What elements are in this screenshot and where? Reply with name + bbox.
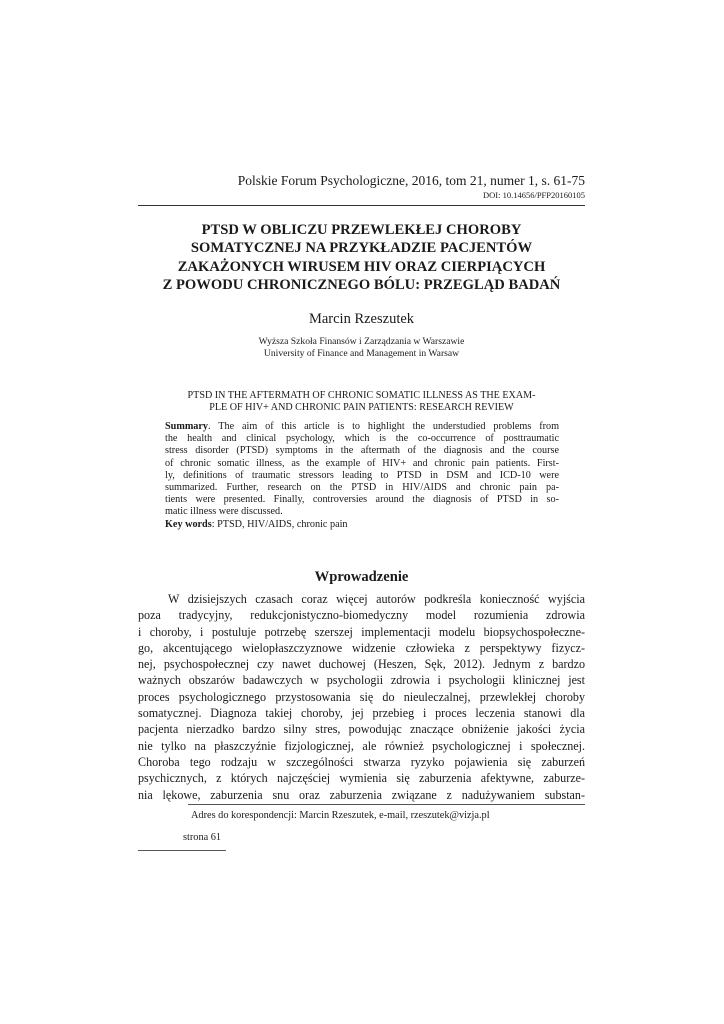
body-text — [138, 591, 585, 803]
abstract-line: matic illness were discussed. — [165, 506, 283, 518]
keywords: : PTSD, HIV/AIDS, chronic pain — [211, 518, 348, 530]
abstract-line: the health and clinical psychology, which is the co-occurrence of posttraumatic — [165, 433, 559, 445]
author-name: Marcin Rzeszutek — [308, 311, 415, 327]
body-line: somatycznej. Diagnoza takiej choroby, jej przebieg i proces leczenia stanowi dla — [138, 706, 585, 721]
english-title-line: PLE OF HIV+ AND CHRONIC PAIN PATIENTS: RESEARCH REVIEW — [209, 402, 514, 414]
abstract-line: ly, definitions of traumatic stressors leading to PTSD in DSM and ICD-10 were — [165, 469, 559, 481]
english-title-line: PTSD IN THE AFTERMATH OF CHRONIC SOMATIC ILLNESS AS THE EXAM- — [187, 390, 536, 401]
paper-page — [138, 0, 585, 1024]
abstract-line: summarized. Further, research on the PTSD in HIV/AIDS and chronic pain pa- — [165, 481, 559, 493]
abstract-first-line: . The aim of this article is to highlight the understudied problems from — [208, 421, 559, 432]
abstract — [165, 421, 559, 531]
body-line: Choroba tego rodzaju w szczególności stwarza ryzyko pojawienia się zaburzeń — [138, 754, 585, 769]
abstract-line: stress disorder (PTSD) symptoms in the aftermath of the diagnosis and the course — [165, 445, 559, 457]
title-line: ZAKAŻONYCH WIRUSEM HIV ORAZ CIERPIĄCYCH — [177, 258, 546, 275]
title-line: SOMATYCZNEJ NA PRZYKŁADZIE PACJENTÓW — [190, 240, 533, 257]
title-line: Z POWODU CHRONICZNEGO BÓLU: PRZEGLĄD BADAŃ — [162, 276, 561, 293]
title-line: PTSD W OBLICZU PRZEWLEKŁEJ CHOROBY — [201, 222, 522, 238]
header-rule — [138, 205, 585, 206]
body-line: proces psychologicznego przystosowania się do nieuleczalnej, przewlekłej choroby — [138, 689, 585, 704]
page-number-rule — [138, 850, 226, 851]
abstract-line: of chronic somatic illness, as the example of HIV+ and chronic pain patients. First- — [165, 457, 559, 469]
affiliation-line: University of Finance and Management in Warsaw — [263, 348, 460, 359]
doi: DOI: 10.14656/PFP20160105 — [482, 190, 585, 200]
body-line: nia lękowe, zaburzenia snu oraz zaburzenia związane z nadużywaniem substan- — [138, 787, 585, 802]
summary-label: Summary — [165, 421, 209, 432]
body-line: nie tylko na płaszczyźnie fizjologicznej, ale również psychologicznej i społecznej. — [138, 738, 585, 753]
keywords-line — [165, 519, 559, 531]
body-line: nej, psychospołecznej czy nawet duchowej (Heszen, Sęk, 2012). Jednym z bardzo — [138, 657, 585, 672]
body-line: ważnych obszarów badawczych w psychologii zdrowia i psychologii klinicznej jest — [138, 673, 585, 688]
journal-citation: Polskie Forum Psychologiczne, 2016, tom 21, numer 1, s. 61-75 — [237, 173, 585, 188]
abstract-line — [165, 421, 559, 433]
affiliation-line: Wyższa Szkoła Finansów i Zarządzania w Warszawie — [258, 336, 465, 347]
body-line: i choroby, i postuluje potrzebę szerszej implementacji modelu biopsychospołeczne- — [138, 624, 585, 639]
footnote-rule — [188, 804, 585, 805]
keywords-label: Key words — [165, 518, 212, 530]
article-title — [138, 221, 585, 294]
body-line: pacjenta nierzadko bardzo silny stres, powodując znaczące obniżenie jakości życia — [138, 722, 585, 737]
body-line: psychicznych, z których najczęściej wymienia się zaburzenia afektywne, zaburze- — [138, 771, 585, 786]
page-number: strona 61 — [183, 832, 222, 843]
section-heading: Wprowadzenie — [314, 569, 409, 585]
correspondence-footnote: Adres do korespondencji: Marcin Rzeszutek, e-mail, rzeszutek@vizja.pl — [191, 810, 490, 821]
body-line: poza tradycyjny, redukcjonistyczno-biomedyczny model rozumienia zdrowia — [138, 608, 585, 623]
english-title — [160, 390, 563, 415]
affiliation — [138, 336, 585, 360]
abstract-line: tients were presented. Finally, controversies around the diagnosis of PTSD in so- — [165, 494, 559, 506]
body-line: go, akcentującego wielopłaszczyznowe widzenie człowieka z perspektywy fizycz- — [138, 640, 585, 655]
body-line: W dzisiejszych czasach coraz więcej autorów podkreśla konieczność wyjścia — [168, 592, 585, 606]
